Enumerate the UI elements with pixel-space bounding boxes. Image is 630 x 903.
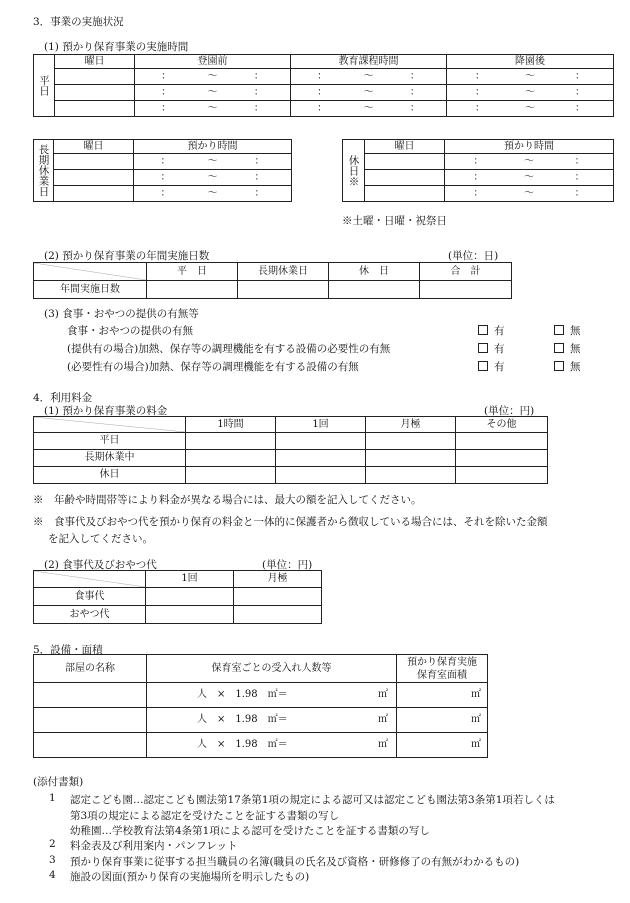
meal-item: (必要性有の場合)加熱、保存等の調理機能を有する設備の有無 — [67, 361, 359, 373]
col-after: 降園後 — [447, 55, 614, 69]
col-hours: 預かり時間 — [445, 140, 614, 154]
fee-cell[interactable] — [186, 467, 276, 484]
day-cell[interactable] — [54, 154, 134, 170]
no-checkbox[interactable]: 無 — [554, 359, 581, 374]
diagonal-cell — [34, 571, 146, 588]
attachment-line: 施設の図面(預かり保育の実施場所を明示したもの) — [70, 871, 310, 883]
time-cell[interactable]: ： 〜 ： — [135, 101, 291, 117]
section3-sub3: (3) 食事・おやつの提供の有無等 — [44, 308, 199, 320]
no-checkbox[interactable]: 無 — [554, 323, 581, 338]
unit-yen: (単位：円) — [484, 405, 535, 417]
days-col-header: 休 日 — [329, 263, 420, 281]
unit-yen-2: (単位：円) — [262, 559, 313, 571]
checkbox-icon[interactable] — [554, 343, 564, 353]
meal-cell[interactable] — [234, 588, 322, 606]
days-col-header: 平 日 — [147, 263, 238, 281]
attachment-num: 3 — [49, 854, 56, 866]
fee-note-1: ※ 年齢や時間帯等により料金が異なる場合には、最大の額を記入してください。 — [33, 494, 422, 506]
meal-cell[interactable] — [146, 606, 234, 624]
section5-title: 5．設備・面積 — [33, 644, 103, 656]
fee-col-header: 月極 — [366, 417, 456, 433]
yes-checkbox[interactable]: 有 — [478, 323, 505, 338]
capacity-cell[interactable]: 人 × 1.98 ㎡＝ ㎡ — [147, 708, 397, 733]
days-value-cell[interactable] — [420, 281, 512, 299]
weekday-label: 平日 — [34, 55, 55, 117]
holiday-label: 休日※ — [343, 140, 365, 202]
attachment-line: 幼稚園…学校教育法第4条第1項による認可を受けたことを証する書類の写し — [70, 825, 430, 837]
time-cell[interactable]: ： 〜 ： — [134, 186, 292, 202]
col-before: 登園前 — [135, 55, 291, 69]
fee-cell[interactable] — [456, 467, 548, 484]
room-name-cell[interactable] — [34, 683, 147, 708]
time-cell[interactable]: ： 〜 ： — [291, 101, 447, 117]
col-area: 預かり保育実施 保育室面積 — [397, 655, 488, 683]
attachment-line: 預かり保育事業に従事する担当職員の名簿(職員の氏名及び資格・研修修了の有無がわかるもの) — [70, 856, 520, 868]
time-cell[interactable]: ： 〜 ： — [291, 69, 447, 85]
section3-title: 3．事業の実施状況 — [33, 16, 124, 28]
fee-col-header: 1回 — [276, 417, 366, 433]
meal-col-header: 1回 — [146, 571, 234, 588]
col-day: 曜日 — [55, 55, 135, 69]
col-day: 曜日 — [365, 140, 445, 154]
fee-cell[interactable] — [186, 433, 276, 450]
days-col-header: 長期休業日 — [238, 263, 329, 281]
area-cell[interactable]: ㎡ — [397, 683, 488, 708]
time-cell[interactable]: ： 〜 ： — [445, 154, 614, 170]
attachment-num: 4 — [49, 869, 56, 881]
time-cell[interactable]: ： 〜 ： — [134, 154, 292, 170]
checkbox-icon[interactable] — [478, 361, 488, 371]
day-cell[interactable] — [365, 186, 445, 202]
col-room: 部屋の名称 — [34, 655, 147, 683]
room-name-cell[interactable] — [34, 733, 147, 758]
fee-cell[interactable] — [186, 450, 276, 467]
capacity-cell[interactable]: 人 × 1.98 ㎡＝ ㎡ — [147, 683, 397, 708]
day-cell[interactable] — [365, 154, 445, 170]
yes-checkbox[interactable]: 有 — [478, 341, 505, 356]
meal-row-label: おやつ代 — [34, 606, 146, 624]
capacity-cell[interactable]: 人 × 1.98 ㎡＝ ㎡ — [147, 733, 397, 758]
checkbox-icon[interactable] — [554, 325, 564, 335]
area-cell[interactable]: ㎡ — [397, 708, 488, 733]
attachment-num: 2 — [49, 838, 56, 850]
fee-note-2b: を記入してください。 — [48, 533, 153, 545]
col-capacity: 保育室ごとの受入れ人数等 — [147, 655, 397, 683]
col-hours: 預かり時間 — [134, 140, 292, 154]
fee-cell[interactable] — [276, 467, 366, 484]
col-day: 曜日 — [54, 140, 134, 154]
fee-col-header: その他 — [456, 417, 548, 433]
day-cell[interactable] — [54, 170, 134, 186]
checkbox-icon[interactable] — [554, 361, 564, 371]
fee-cell[interactable] — [366, 433, 456, 450]
fee-cell[interactable] — [276, 450, 366, 467]
attachment-line: 認定こども園…認定こども園法第17条第1項の規定による認可又は認定こども園法第3条第1項若しくは — [70, 794, 555, 806]
meal-cell[interactable] — [146, 588, 234, 606]
attachment-line: 料金表及び利用案内・パンフレット — [70, 840, 238, 852]
checkbox-icon[interactable] — [478, 325, 488, 335]
fee-cell[interactable] — [456, 433, 548, 450]
days-col-header: 合 計 — [420, 263, 512, 281]
days-value-cell[interactable] — [329, 281, 420, 299]
attachments-title: (添付書類) — [33, 776, 84, 788]
checkbox-icon[interactable] — [478, 343, 488, 353]
fee-row-label: 休日 — [34, 467, 186, 484]
section3-sub1: (1) 預かり保育事業の実施時間 — [44, 41, 189, 53]
weekday-hours-table — [33, 54, 614, 117]
fee-cell[interactable] — [276, 433, 366, 450]
day-cell[interactable] — [365, 170, 445, 186]
section3-sub2: (2) 預かり保育事業の年間実施日数 — [44, 250, 210, 262]
attachment-line: 第3項の規定による認定を受けたことを証する書類の写し — [70, 810, 340, 822]
unit-days: (単位：日) — [448, 250, 499, 262]
fee-cell[interactable] — [366, 450, 456, 467]
facility-table — [33, 654, 488, 758]
fee-cell[interactable] — [366, 467, 456, 484]
meal-fee-table — [33, 570, 322, 624]
diagonal-cell — [34, 263, 147, 281]
fee-row-label: 長期休業中 — [34, 450, 186, 467]
day-cell[interactable] — [54, 186, 134, 202]
attachment-num: 1 — [49, 792, 56, 804]
day-cell[interactable] — [55, 85, 135, 101]
yes-checkbox[interactable]: 有 — [478, 359, 505, 374]
days-value-cell[interactable] — [238, 281, 329, 299]
time-cell[interactable]: ： 〜 ： — [291, 85, 447, 101]
meal-row-label: 食事代 — [34, 588, 146, 606]
day-cell[interactable] — [55, 69, 135, 85]
fee-table — [33, 416, 548, 484]
fee-row-label: 平日 — [34, 433, 186, 450]
meal-cell[interactable] — [234, 606, 322, 624]
time-cell[interactable]: ： 〜 ： — [447, 69, 614, 85]
col-course: 教育課程時間 — [291, 55, 447, 69]
section4-title: 4．利用料金 — [33, 392, 93, 404]
meal-item: 食事・おやつの提供の有無 — [67, 325, 193, 337]
time-cell[interactable]: ： 〜 ： — [135, 69, 291, 85]
days-value-cell[interactable] — [147, 281, 238, 299]
days-row-label: 年間実施日数 — [34, 281, 147, 299]
area-cell[interactable]: ㎡ — [397, 733, 488, 758]
time-cell[interactable]: ： 〜 ： — [445, 170, 614, 186]
day-cell[interactable] — [55, 101, 135, 117]
time-cell[interactable]: ： 〜 ： — [445, 186, 614, 202]
section4-sub2: (2) 食事代及びおやつ代 — [44, 559, 157, 571]
time-cell[interactable]: ： 〜 ： — [134, 170, 292, 186]
room-name-cell[interactable] — [34, 708, 147, 733]
longbreak-hours-table — [33, 139, 292, 202]
section4-sub1: (1) 預かり保育事業の料金 — [44, 405, 168, 417]
diagonal-cell — [34, 417, 186, 433]
meal-col-header: 月極 — [234, 571, 322, 588]
fee-cell[interactable] — [456, 450, 548, 467]
holiday-hours-table — [342, 139, 614, 202]
time-cell[interactable]: ： 〜 ： — [447, 101, 614, 117]
holiday-note: ※土曜・日曜・祝祭日 — [342, 215, 447, 227]
meal-item: (提供有の場合)加熱、保存等の調理機能を有する設備の必要性の有無 — [67, 343, 391, 355]
time-cell[interactable]: ： 〜 ： — [135, 85, 291, 101]
no-checkbox[interactable]: 無 — [554, 341, 581, 356]
time-cell[interactable]: ： 〜 ： — [447, 85, 614, 101]
fee-col-header: 1時間 — [186, 417, 276, 433]
annual-days-table — [33, 262, 512, 299]
fee-note-2: ※ 食事代及びおやつ代を預かり保育の料金と一体的に保護者から徴収している場合には、それを除いた金額 — [33, 516, 548, 528]
longbreak-label: 長期休業日 — [34, 140, 54, 202]
